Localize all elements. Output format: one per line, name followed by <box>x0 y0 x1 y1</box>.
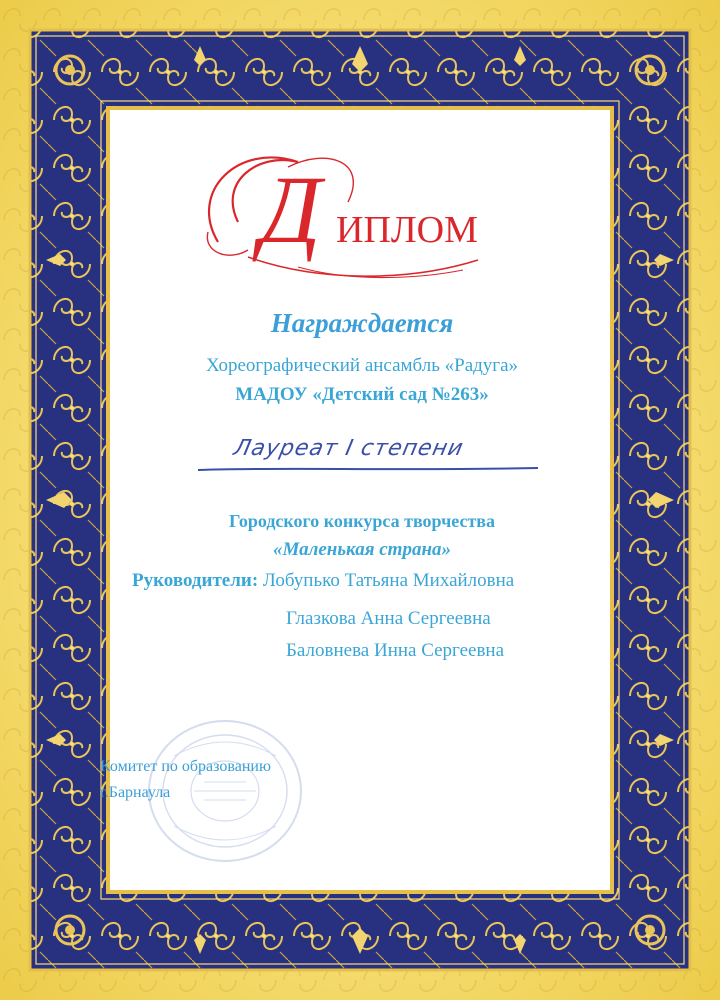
ensemble-name: Хореографический ансамбль «Радуга» <box>205 355 519 376</box>
title-flourish <box>178 132 508 292</box>
leaders-line <box>132 570 514 592</box>
contest-title: Городского конкурса творчества <box>228 511 496 531</box>
diploma-content <box>100 118 606 892</box>
contest-name: «Маленькая страна» <box>273 539 451 560</box>
issuer-committee: Комитет по образованию <box>100 758 271 775</box>
rank-entry <box>198 436 538 476</box>
title-initial: Д <box>260 156 322 263</box>
rank-underline <box>198 466 538 472</box>
leader-2: Глазкова Анна Сергеевна <box>286 608 491 629</box>
awarded-heading: Награждается <box>270 308 454 338</box>
handwritten-rank: Лауреат I степени <box>231 436 467 461</box>
leader-3: Баловнева Инна Сергеевна <box>286 640 505 661</box>
title-rest: ИПЛОМ <box>336 209 478 251</box>
kindergarten-name: МАДОУ «Детский сад №263» <box>235 384 489 405</box>
leaders-label: Руководители: <box>132 570 259 591</box>
issuer-city: г.Барнаула <box>100 784 171 801</box>
leader-1: Лобупько Татьяна Михайловна <box>262 570 515 591</box>
